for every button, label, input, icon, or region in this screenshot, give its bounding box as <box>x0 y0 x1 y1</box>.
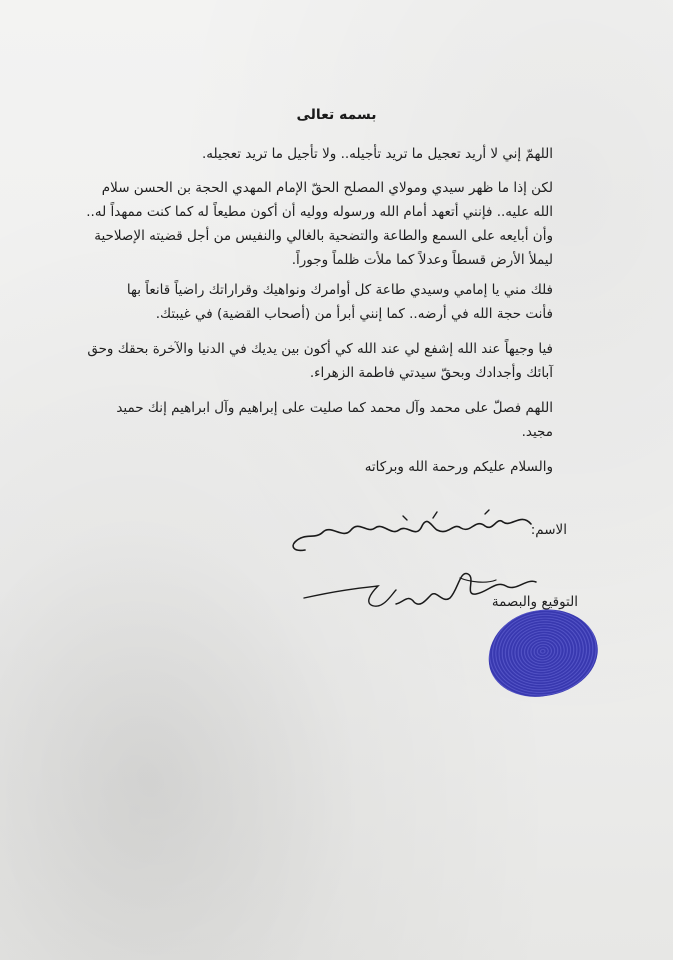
closing-salutation: والسلام عليكم ورحمة الله وبركاته <box>364 459 553 475</box>
handwritten-signature <box>300 560 540 620</box>
paragraph-4-line-2: آبائك وأجدادك وبحقّ سيدتي فاطمة الزهراء. <box>309 365 553 381</box>
paragraph-5-line-2: مجيد. <box>521 424 553 440</box>
document-title: بسمه تعالى <box>296 107 377 123</box>
paragraph-2-line-3: وأن أبايعه على السمع والطاعة والتضحية بالغالي والنفيس من أجل قضيته الإصلاحية <box>94 228 553 244</box>
paragraph-2 <box>83 176 553 272</box>
paragraph-1-line-1: اللهمّ إني لا أريد تعجيل ما تريد تأجيله.. ولا تأجيل ما تريد تعجيله. <box>201 146 553 162</box>
paragraph-5-line-1: اللهم فصلّ على محمد وآل محمد كما صليت على إبراهيم وآل ابراهيم إنك حميد <box>116 400 553 416</box>
paragraph-5 <box>83 396 553 444</box>
handwritten-name <box>285 502 535 562</box>
paragraph-3 <box>83 278 553 326</box>
paragraph-1 <box>83 142 553 166</box>
paragraph-4 <box>83 337 553 385</box>
paragraph-4-line-1: فيا وجيهاً عند الله إشفع لي عند الله كي أكون بين يديك في الدنيا والآخرة بحقك وحق <box>87 341 553 357</box>
paragraph-6 <box>83 455 553 479</box>
paragraph-2-line-4: ليملأ الأرض قسطاً وعدلاً كما ملأت ظلماً وجوراً. <box>291 252 553 268</box>
signature-label: التوقيع والبصمة <box>491 594 578 610</box>
paragraph-2-line-2: الله عليه.. فإنني أتعهد أمام الله ورسوله ووليه أن أكون مطيعاً له كما كنت ممهداً له.. <box>86 204 553 220</box>
name-label: الاسم: <box>530 522 567 538</box>
paragraph-3-line-2: فأنت حجة الله في أرضه.. كما إنني أبرأ من (أصحاب القضية) في غيبتك. <box>155 306 553 322</box>
paragraph-3-line-1: فلك مني يا إمامي وسيدي طاعة كل أوامرك ونواهيك وقراراتك راضياً قانعاً بها <box>126 282 553 298</box>
paragraph-2-line-1: لكن إذا ما ظهر سيدي ومولاي المصلح الحقّ الإمام المهدي الحجة بن الحسن سلام <box>101 180 553 196</box>
